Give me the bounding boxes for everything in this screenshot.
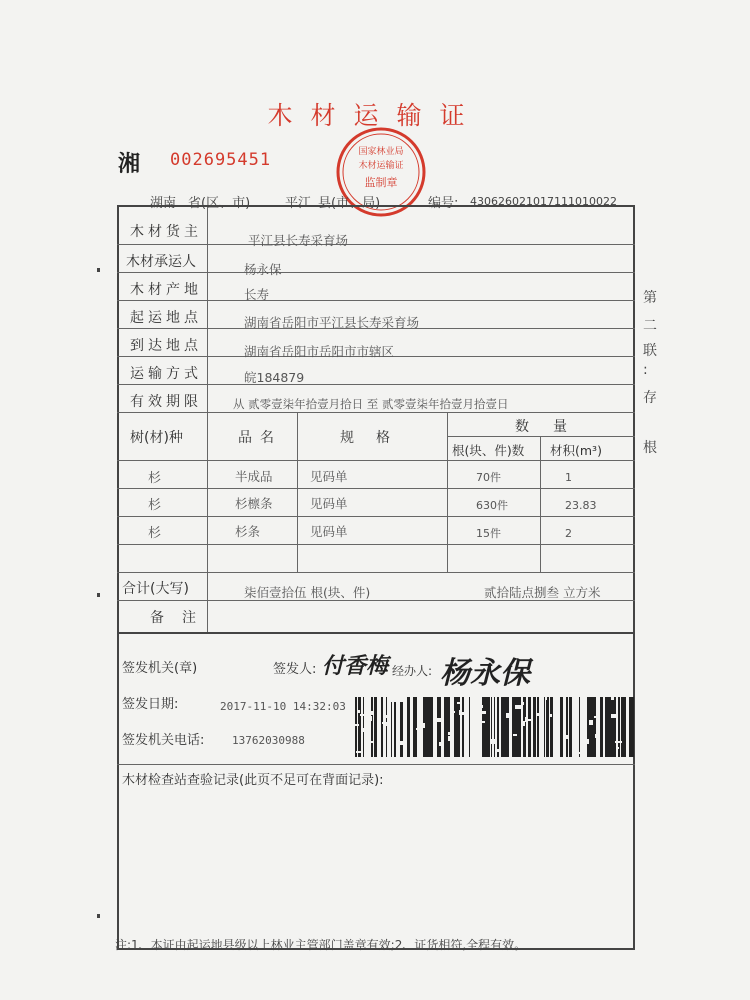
date-value: 2017-11-10 14:32:03 [220,700,346,713]
county: 平江 [285,196,312,211]
province: 湖南 [150,196,177,211]
origin-label: 木材产地 [130,282,202,298]
row-divider [117,460,635,461]
phone-label: 签发机关电话: [122,733,205,748]
label-column-divider [207,207,208,632]
item-count: 630件 [476,499,508,512]
row-divider [117,244,635,245]
handler-label: 经办人: [392,664,433,678]
item-count: 15件 [476,527,501,540]
issuer-label: 签发人: [273,662,317,677]
valid-value: 从 贰零壹柒年拾壹月拾日 至 贰零壹柒年拾壹月拾壹日 [233,397,509,411]
item-species: 杉 [148,498,162,513]
side-char: : [643,362,648,378]
col-name-header: 品名 [238,430,282,446]
transport-value: 皖184879 [244,370,305,385]
name-column-divider [297,412,298,572]
col-spec-header: 规格 [340,430,412,446]
item-spec: 见码单 [310,469,348,484]
col-count-header: 根(块、件)数 [452,443,525,458]
side-char: 存 [643,390,657,406]
row-divider [117,412,635,413]
owner-label: 木材货主 [130,224,202,240]
handler-signature: 杨永保 [440,656,530,691]
row-divider [117,300,635,301]
col-species-header: 树(材)种 [130,430,183,446]
row-divider [117,764,635,765]
col-qty-header: 数量 [515,419,591,435]
total-count: 柒佰壹拾伍 根(块、件) [244,585,371,600]
item-name: 杉条 [235,524,261,539]
phone-value: 13762030988 [232,734,305,747]
row-divider [117,272,635,273]
row-divider [117,384,635,385]
barcode-icon [355,697,635,757]
total-label: 合计(大写) [122,581,189,597]
row-divider [117,572,635,573]
item-volume: 1 [565,471,572,484]
footnote: 注:1、本证由起运地县级以上林业主管部门盖章有效;2、证货相符,全程有效。 [115,938,527,952]
item-spec: 见码单 [310,524,348,539]
county-suffix: 县(市、局) [318,196,381,211]
inspection-label: 木材检查站查验记录(此页不足可在背面记录): [122,773,384,788]
item-count: 70件 [476,471,501,484]
col-volume-header: 材积(m³) [550,443,602,458]
transport-label: 运输方式 [130,366,202,382]
start-label: 起运地点 [130,310,202,326]
row-divider [117,488,635,489]
number-label: 编号: [428,196,459,211]
binding-mark [97,914,100,918]
origin-value: 长寿 [244,287,270,302]
row-divider [117,544,635,545]
item-species: 杉 [148,471,162,486]
svg-text:木材运输证: 木材运输证 [358,161,404,171]
svg-text:监制章: 监制章 [364,176,398,189]
number-value: 430626021017111010022 [470,195,617,208]
serial-number: 002695451 [170,150,272,170]
province-code: 湘 [118,152,141,177]
side-char: 联 [643,343,657,359]
date-label: 签发日期: [122,697,179,712]
remarks-label: 备注 [150,610,214,626]
binding-mark [97,593,100,597]
item-volume: 23.83 [565,499,597,512]
svg-text:国家林业局: 国家林业局 [358,147,404,157]
side-char: 根 [643,440,657,456]
start-value: 湖南省岳阳市平江县长寿采育场 [244,315,420,330]
dest-label: 到达地点 [130,338,202,354]
document-title: 木材运输证 [267,101,483,130]
row-divider [117,516,635,517]
item-spec: 见码单 [310,496,348,511]
total-volume: 贰拾陆点捌叁 立方米 [484,585,601,600]
spec-column-divider [447,412,448,572]
item-name: 杉檩条 [235,496,273,511]
carrier-value: 杨永保 [244,262,282,277]
authority-label: 签发机关(章) [122,661,198,676]
qty-subdivider [447,436,635,437]
carrier-label: 木材承运人 [126,254,196,270]
item-name: 半成品 [235,469,273,484]
province-suffix: 省(区、市) [188,196,251,211]
issuer-signature: 付香梅 [322,653,389,679]
side-char: 二 [643,318,657,334]
item-volume: 2 [565,527,572,540]
qty-column-divider [540,436,541,572]
dest-value: 湖南省岳阳市岳阳市市辖区 [244,344,395,359]
owner-value: 平江县长寿采育场 [248,233,349,248]
binding-mark [97,268,100,272]
row-divider [117,632,635,634]
item-species: 杉 [148,526,162,541]
valid-label: 有效期限 [130,394,202,410]
side-char: 第 [643,290,657,306]
